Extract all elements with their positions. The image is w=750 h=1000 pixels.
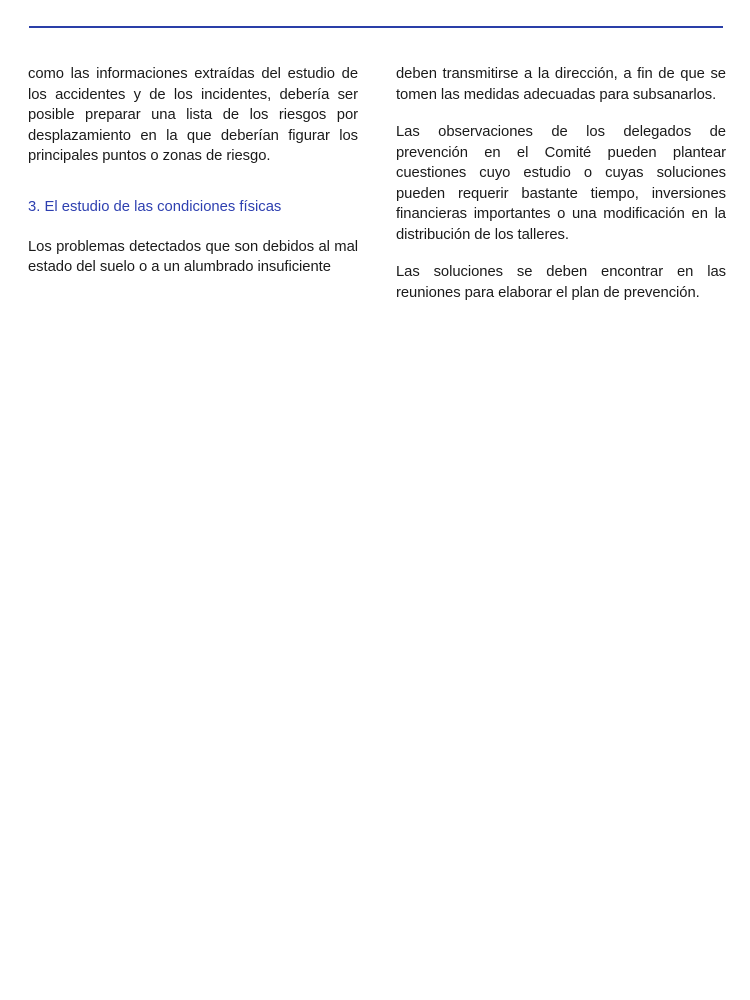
left-paragraph-1: como las informaciones extraídas del estudio de los accidentes y de los incidentes, debería ser posible preparar una lista de los riesgos por desplazamiento en la que deberían figurar los principales puntos o zonas de riesgo. xyxy=(28,66,358,164)
right-paragraph-3: Las soluciones se deben encontrar en las reuniones para elaborar el plan de prevención. xyxy=(396,264,726,301)
header-rule xyxy=(29,26,723,28)
section-heading: 3. El estudio de las condiciones físicas xyxy=(28,198,282,215)
right-paragraph-1: deben transmitirse a la dirección, a fin de que se tomen las medidas adecuadas para subsanarlos. xyxy=(396,66,726,103)
right-paragraph-2: Las observaciones de los delegados de prevención en el Comité pueden plantear cuestiones cuyo estudio o cuyas soluciones pueden requerir bastante tiempo, inversiones financieras importantes o una modificación en la distribución de los talleres. xyxy=(396,124,726,243)
left-paragraph-2: Los problemas detectados que son debidos al mal estado del suelo o a un alumbrado insuficiente xyxy=(28,238,358,275)
left-column xyxy=(28,64,358,295)
right-column xyxy=(396,64,726,320)
